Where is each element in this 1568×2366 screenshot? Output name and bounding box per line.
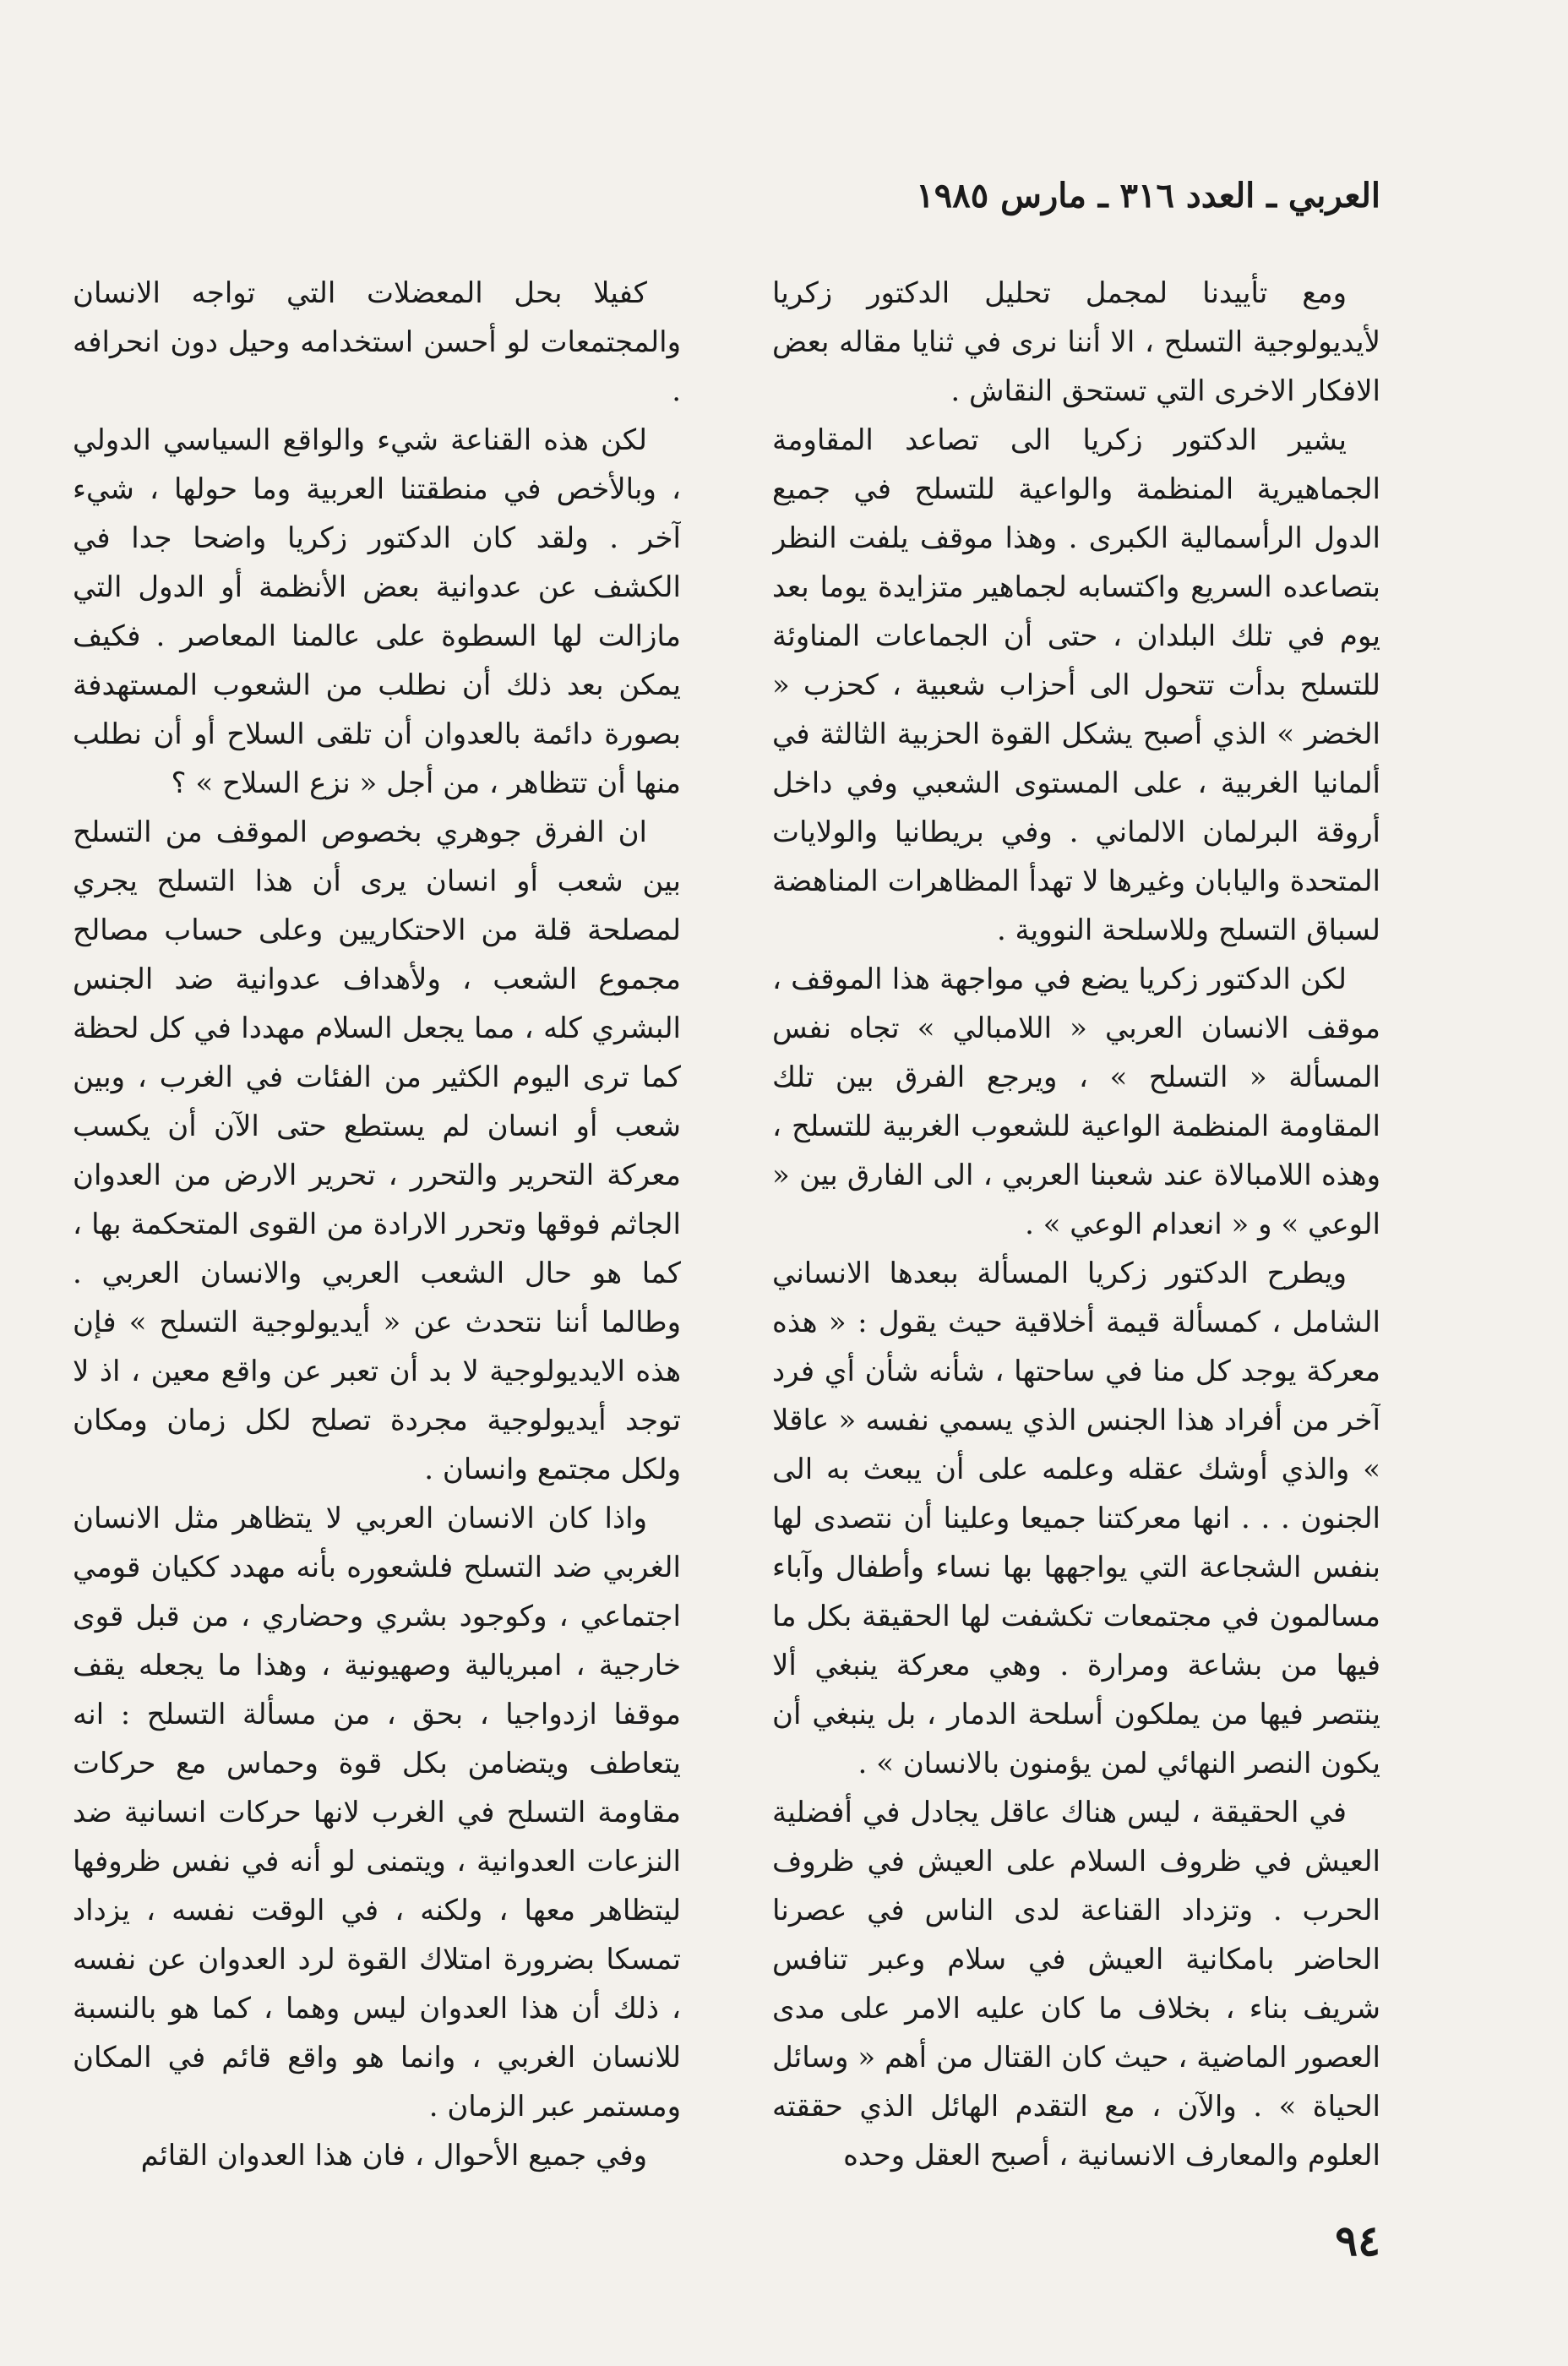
paragraph: كفيلا بحل المعضلات التي تواجه الانسان والمجتمعات لو أحسن استخدامه وحيل دون انحرافه . (73, 276, 681, 408)
paragraph: وفي جميع الأحوال ، فان هذا العدوان القائم (140, 2139, 647, 2172)
paragraph: ومع تأييدنا لمجمل تحليل الدكتور زكريا لأيديولوجية التسلح ، الا أننا نرى في ثنايا مقاله بعض الافكار الاخرى التي تستحق النقاش . (772, 276, 1380, 408)
article-column-right (772, 269, 1380, 2178)
page-number: ٩٤ (1335, 2216, 1380, 2265)
paragraph: لكن هذه القناعة شيء والواقع السياسي الدولي ، وبالأخص في منطقتنا العربية وما حولها ، شيء آخر . ولقد كان الدكتور زكريا واضحا جدا في الكشف عن عدوانية بعض الأنظمة أو الدول التي مازالت لها السطوة على عالمنا المعاصر . فكيف يمكن بعد ذلك أن نطلب من الشعوب المستهدفة بصورة دائمة بالعدوان أن تلقى السلاح أو أن نطلب منها أن تتظاهر ، من أجل « نزع السلاح » ؟ (73, 423, 681, 800)
paragraph: ان الفرق جوهري بخصوص الموقف من التسلح بين شعب أو انسان يرى أن هذا التسلح يجري لمصلحة قلة من الاحتكاريين وعلى حساب مصالح مجموع الشعب ، ولأهداف عدوانية ضد الجنس البشري كله ، مما يجعل السلام مهددا في كل لحظة كما ترى اليوم الكثير من الفئات في الغرب ، وبين شعب أو انسان لم يستطع حتى الآن أن يكسب معركة التحرير والتحرر ، تحرير الارض من العدوان الجاثم فوقها وتحرر الارادة من القوى المتحكمة بها ، كما هو حال الشعب العربي والانسان العربي . وطالما أننا نتحدث عن « أيديولوجية التسلح » فإن هذه الايديولوجية لا بد أن تعبر عن واقع معين ، اذ لا توجد أيديولوجية مجردة تصلح لكل زمان ومكان ولكل مجتمع وانسان . (73, 815, 681, 1486)
paragraph: ويطرح الدكتور زكريا المسألة ببعدها الانساني الشامل ، كمسألة قيمة أخلاقية حيث يقول : « هذه معركة يوجد كل منا في ساحتها ، شأنه شأن أي فرد آخر من أفراد هذا الجنس الذي يسمي نفسه « عاقلا » والذي أوشك عقله وعلمه على أن يبعث به الى الجنون . . . انها معركتنا جميعا وعلينا أن نتصدى لها بنفس الشجاعة التي يواجهها بها نساء وأطفال وآباء مسالمون في مجتمعات تكشفت لها الحقيقة بكل ما فيها من بشاعة ومرارة . وهي معركة ينبغي ألا ينتصر فيها من يملكون أسلحة الدمار ، بل ينبغي أن يكون النصر النهائي لمن يؤمنون بالانسان » . (772, 1257, 1380, 1780)
paragraph: واذا كان الانسان العربي لا يتظاهر مثل الانسان الغربي ضد التسلح فلشعوره بأنه مهدد ككيان قومي اجتماعي ، وكوجود بشري وحضاري ، من قبل قوى خارجية ، امبريالية وصهيونية ، وهذا ما يجعله يقف موقفا ازدواجيا ، بحق ، من مسألة التسلح : انه يتعاطف ويتضامن بكل قوة وحماس مع حركات مقاومة التسلح في الغرب لانها حركات انسانية ضد النزعات العدوانية ، ويتمنى لو أنه في نفس ظروفها ليتظاهر معها ، ولكنه ، في الوقت نفسه ، يزداد تمسكا بضرورة امتلاك القوة لرد العدوان عن نفسه ، ذلك أن هذا العدوان ليس وهما ، كما هو بالنسبة للانسان الغربي ، وانما هو واقع قائم في المكان ومستمر عبر الزمان . (73, 1502, 681, 2123)
issue-header: العربي ـ العدد ٣١٦ ـ مارس ١٩٨٥ (916, 176, 1380, 215)
paragraph: في الحقيقة ، ليس هناك عاقل يجادل في أفضلية العيش في ظروف السلام على العيش في ظروف الحرب . وتزداد القناعة لدى الناس في عصرنا الحاضر بامكانية العيش في سلام وعبر تنافس شريف بناء ، بخلاف ما كان عليه الامر على مدى العصور الماضية ، حيث كان القتال من أهم « وسائل الحياة » . والآن ، مع التقدم الهائل الذي حققته العلوم والمعارف الانسانية ، أصبح العقل وحده (772, 1796, 1380, 2172)
article-column-left (73, 269, 681, 2178)
paragraph: يشير الدكتور زكريا الى تصاعد المقاومة الجماهيرية المنظمة والواعية للتسلح في جميع الدول الرأسمالية الكبرى . وهذا موقف يلفت النظر بتصاعده السريع واكتسابه لجماهير متزايدة يوما بعد يوم في تلك البلدان ، حتى أن الجماعات المناوئة للتسلح بدأت تتحول الى أحزاب شعبية ، كحزب « الخضر » الذي أصبح يشكل القوة الحزبية الثالثة في ألمانيا الغربية ، على المستوى الشعبي وفي داخل أروقة البرلمان الالماني . وفي بريطانيا والولايات المتحدة واليابان وغيرها لا تهدأ المظاهرات المناهضة لسباق التسلح وللاسلحة النووية . (772, 423, 1380, 947)
paragraph: لكن الدكتور زكريا يضع في مواجهة هذا الموقف ، موقف الانسان العربي « اللامبالي » تجاه نفس المسألة « التسلح » ، ويرجع الفرق بين تلك المقاومة المنظمة الواعية للشعوب الغربية للتسلح ، وهذه اللامبالاة عند شعبنا العربي ، الى الفارق بين « الوعي » و « انعدام الوعي » . (772, 962, 1380, 1241)
